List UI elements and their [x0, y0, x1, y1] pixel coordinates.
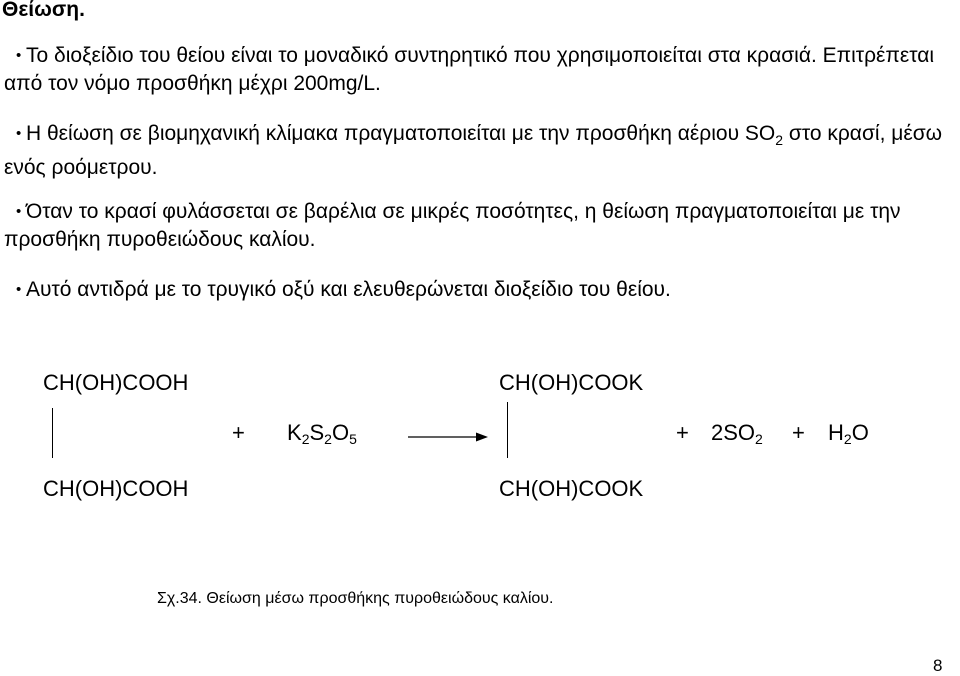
- reactant-bond-line: [52, 408, 53, 458]
- page-title: Θείωση.: [2, 0, 85, 21]
- potassium-metabisulfite: $K_2S_2O_5$: [287, 420, 357, 447]
- bullet-item: [4, 198, 954, 254]
- reaction-arrow-icon: [408, 431, 488, 443]
- bullet-icon: •: [16, 281, 22, 298]
- bullet-text: Όταν το κρασί φυλάσσεται σε βαρέλια σε μικρές ποσότητες, η θείωση πραγματοποιείται με την προσθήκη πυροθειώδους καλίου.: [4, 200, 901, 251]
- plus-sign: +: [792, 420, 805, 445]
- reactant-top: CH(OH)COOH: [43, 370, 189, 395]
- bullet-item: [4, 276, 954, 304]
- bullet-text: Η θείωση σε βιομηχανική κλίμακα πραγματοποιείται με την προσθήκη αέριου SO: [26, 122, 776, 145]
- plus-sign: +: [676, 420, 689, 445]
- figure-caption: Σχ.34. Θείωση μέσω προσθήκης πυροθειώδους καλίου.: [157, 590, 554, 607]
- plus-sign: +: [232, 420, 245, 445]
- bullet-text: Το διοξείδιο του θείου είναι το μοναδικό συντηρητικό που χρησιμοποιείται στα κρασιά. Επιτρέπεται από τον νόμο προσθήκη μέχρι 200mg/L.: [4, 44, 935, 95]
- bullet-text-continued: στο κρασί, μέσω ενός ροόμετρου.: [4, 122, 943, 180]
- bullet-item: [4, 42, 954, 98]
- bullet-icon: •: [16, 203, 22, 220]
- reactant-bottom: CH(OH)COOH: [43, 476, 189, 501]
- product-bottom: CH(OH)COOK: [499, 476, 644, 501]
- subscript: 2: [775, 132, 784, 149]
- bullet-icon: •: [16, 47, 22, 64]
- product-bond-line: [507, 402, 508, 458]
- bullet-item: [4, 120, 954, 182]
- product-top: CH(OH)COOK: [499, 370, 644, 395]
- water: $H_2O$: [828, 420, 869, 447]
- sulfur-dioxide: $2SO_2$: [711, 420, 763, 447]
- bullet-icon: •: [16, 125, 22, 142]
- bullet-text: Αυτό αντιδρά με το τρυγικό οξύ και ελευθερώνεται διοξείδιο του θείου.: [26, 278, 671, 301]
- page-number: 8: [933, 656, 943, 675]
